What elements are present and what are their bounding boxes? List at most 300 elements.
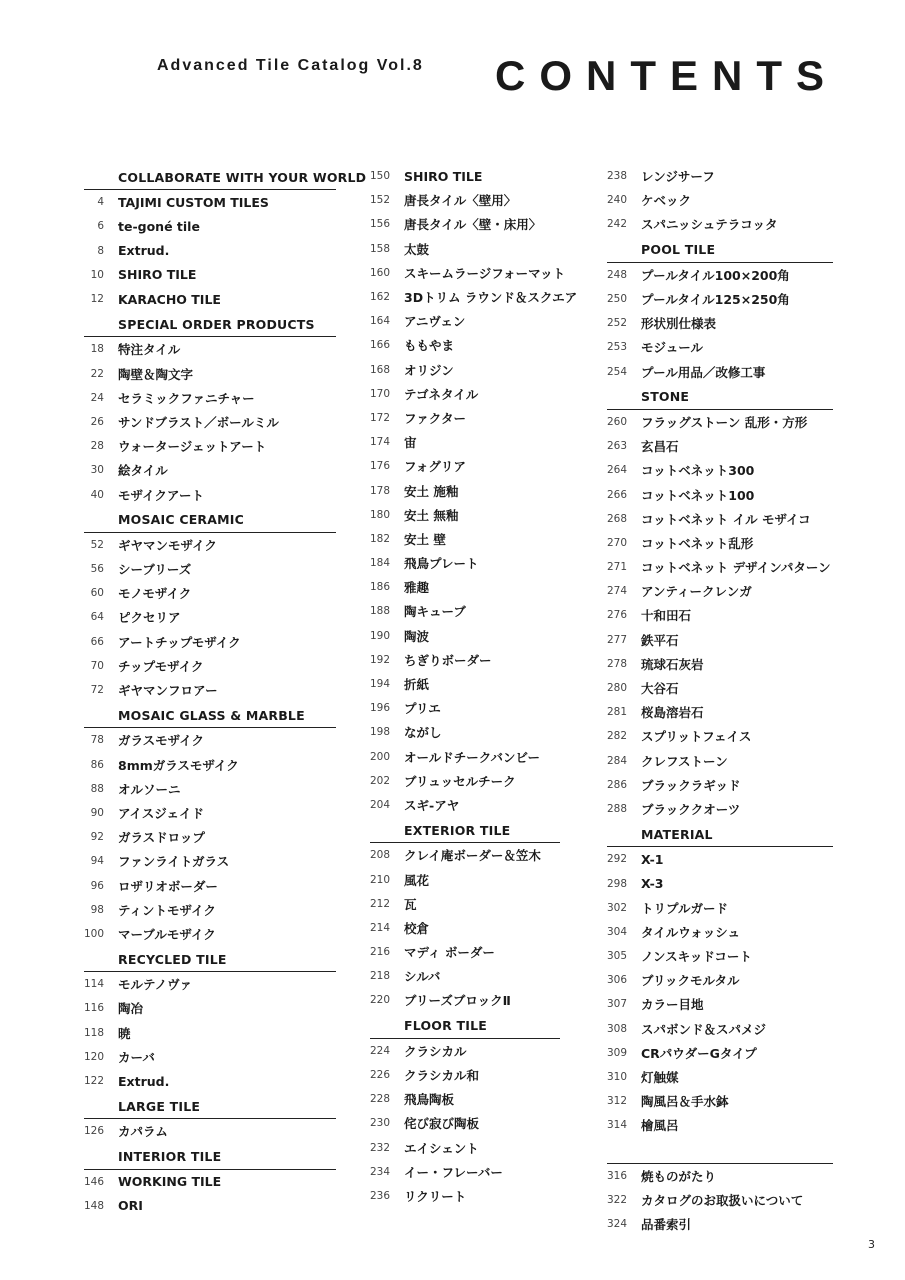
toc-page-number: 228 — [370, 1093, 391, 1106]
toc-entry[interactable] — [607, 773, 833, 797]
toc-page-number: 180 — [370, 508, 391, 521]
toc-entry[interactable] — [607, 1041, 833, 1065]
toc-page-number: 226 — [370, 1069, 391, 1082]
toc-page-number: 250 — [607, 293, 628, 306]
toc-page-number: 202 — [370, 774, 391, 787]
toc-entry[interactable] — [84, 777, 336, 801]
toc-entry[interactable] — [607, 287, 833, 311]
toc-entry[interactable] — [370, 696, 560, 720]
toc-entry-label: Extrud. — [118, 243, 170, 259]
toc-entry[interactable] — [370, 358, 560, 382]
toc-entry[interactable] — [370, 769, 560, 793]
toc-entry-label: 品番索引 — [641, 1217, 692, 1233]
toc-page-number: 312 — [607, 1095, 628, 1108]
toc-entry-label: アイスジェイド — [118, 805, 205, 821]
toc-page-number: 308 — [607, 1022, 628, 1035]
toc-entry-label: ロザリオボーダー — [118, 878, 218, 894]
toc-page-number: 176 — [370, 460, 391, 473]
page-number: 3 — [868, 1238, 875, 1251]
toc-page-number: 28 — [90, 440, 104, 453]
toc-entry-label: ながし — [404, 725, 442, 741]
toc-entry-label: ギヤマンフロアー — [118, 683, 218, 699]
toc-page-number: 60 — [90, 587, 104, 600]
toc-page-number: 281 — [607, 706, 628, 719]
toc-column-1 — [84, 164, 367, 1218]
toc-entry[interactable] — [607, 531, 833, 555]
toc-page-number: 66 — [90, 635, 104, 648]
toc-entry-label: クラシカル — [404, 1043, 467, 1059]
toc-entry[interactable] — [370, 212, 560, 236]
toc-page-number: 40 — [90, 488, 104, 501]
toc-entry[interactable] — [84, 922, 336, 946]
toc-entry-label: プールタイル100×200角 — [641, 267, 790, 283]
toc-entry-label: ティントモザイク — [118, 902, 216, 918]
toc-section-label: POOL TILE — [641, 242, 716, 258]
toc-page-number: 8 — [97, 244, 104, 257]
toc-entry[interactable] — [370, 964, 560, 988]
toc-entry[interactable] — [607, 458, 833, 482]
toc-entry[interactable] — [370, 1136, 560, 1160]
toc-page-number: 194 — [370, 678, 391, 691]
toc-page-number: 214 — [370, 921, 391, 934]
toc-section-heading — [84, 702, 336, 728]
header — [0, 0, 905, 120]
toc-entry[interactable] — [84, 849, 336, 873]
toc-entry[interactable] — [370, 1160, 560, 1184]
toc-section-label: MOSAIC GLASS & MARBLE — [118, 707, 305, 723]
toc-page-number: 88 — [90, 782, 104, 795]
toc-entry[interactable] — [370, 1184, 560, 1208]
toc-entry-label: ピクセリア — [118, 610, 181, 626]
toc-entry[interactable] — [607, 1065, 833, 1089]
toc-entry[interactable] — [84, 1045, 336, 1069]
toc-entry[interactable] — [607, 1017, 833, 1041]
toc-page-number: 174 — [370, 436, 391, 449]
toc-entry[interactable] — [607, 335, 833, 359]
toc-page-number: 220 — [370, 994, 391, 1007]
toc-entry-label: トリプルガード — [641, 900, 729, 916]
toc-entry[interactable] — [607, 896, 833, 920]
toc-entry-label: クレフストーン — [641, 753, 728, 769]
toc-entry[interactable] — [84, 678, 336, 702]
toc-page-number: 10 — [90, 268, 104, 281]
toc-entry[interactable] — [607, 188, 833, 212]
toc-entry-label: 宙 — [404, 435, 417, 451]
toc-entry-label: 飛鳥プレート — [404, 556, 479, 572]
toc-entry[interactable] — [607, 676, 833, 700]
toc-section-label: COLLABORATE WITH YOUR WORLD — [118, 169, 367, 185]
toc-page-number: 184 — [370, 557, 391, 570]
toc-entry[interactable] — [370, 793, 560, 817]
toc-entry[interactable] — [370, 1063, 560, 1087]
toc-entry-label: テゴネタイル — [404, 386, 479, 402]
toc-entry-label: 唐長タイル〈壁・床用〉 — [404, 217, 542, 233]
toc-entry-label: X-1 — [641, 851, 664, 867]
toc-entry-label: ガラスモザイク — [118, 733, 205, 749]
toc-page-number: 172 — [370, 411, 391, 424]
toc-entry[interactable] — [607, 434, 833, 458]
toc-page-number: 268 — [607, 512, 628, 525]
toc-page-number: 298 — [607, 877, 628, 890]
toc-page-number: 224 — [370, 1044, 391, 1057]
toc-entry[interactable] — [84, 753, 336, 777]
toc-entry[interactable] — [84, 482, 336, 506]
toc-entry-label: KARACHO TILE — [118, 291, 221, 307]
toc-section-label: LARGE TILE — [118, 1098, 201, 1114]
toc-page-number: 160 — [370, 266, 391, 279]
toc-entry[interactable] — [370, 988, 560, 1012]
toc-page-number: 190 — [370, 629, 391, 642]
toc-page-number: 314 — [607, 1119, 628, 1132]
toc-entry[interactable] — [84, 434, 336, 458]
toc-page-number: 264 — [607, 464, 628, 477]
toc-entry[interactable] — [84, 1021, 336, 1045]
toc-page-number: 198 — [370, 726, 391, 739]
toc-entry[interactable] — [84, 801, 336, 825]
toc-section-heading — [607, 384, 833, 410]
toc-page-number: 270 — [607, 536, 628, 549]
toc-entry[interactable] — [370, 551, 560, 575]
toc-entry-label: CRパウダーGタイプ — [641, 1045, 757, 1061]
toc-entry[interactable] — [370, 382, 560, 406]
toc-page-number: 252 — [607, 317, 628, 330]
toc-page-number: 230 — [370, 1117, 391, 1130]
toc-entry-label: スパボンド＆スパメジ — [641, 1021, 767, 1037]
toc-entry-label: 桜島溶岩石 — [641, 705, 704, 721]
toc-entry-label: 雅趣 — [404, 580, 430, 596]
toc-entry[interactable] — [370, 843, 560, 867]
toc-page-number: 286 — [607, 778, 628, 791]
toc-page-number: 242 — [607, 218, 628, 231]
toc-entry[interactable] — [607, 1164, 833, 1188]
toc-page-number: 86 — [90, 758, 104, 771]
toc-entry[interactable] — [370, 624, 560, 648]
toc-section-label: FLOOR TILE — [404, 1018, 487, 1034]
toc-entry[interactable] — [370, 648, 560, 672]
toc-entry-label: 太鼓 — [404, 241, 430, 257]
toc-entry-label: ケベック — [641, 193, 692, 209]
contents-title: CONTENTS — [495, 52, 838, 99]
toc-entry[interactable] — [84, 214, 336, 238]
toc-entry[interactable] — [84, 557, 336, 581]
toc-entry-label: イー・フレーバー — [404, 1164, 503, 1180]
toc-entry-label: クラシカル和 — [404, 1068, 480, 1084]
toc-page-number: 232 — [370, 1141, 391, 1154]
toc-entry[interactable] — [607, 1212, 833, 1236]
toc-entry-label: ガラスドロップ — [118, 830, 205, 846]
toc-entry[interactable] — [84, 287, 336, 311]
toc-page-number: 178 — [370, 484, 391, 497]
toc-entry-label: カタログのお取扱いについて — [641, 1192, 804, 1208]
toc-entry[interactable] — [370, 454, 560, 478]
toc-entry[interactable] — [607, 507, 833, 531]
toc-entry-label: コットベネット乱形 — [641, 535, 754, 551]
toc-entry-label: プールタイル125×250角 — [641, 292, 790, 308]
toc-entry[interactable] — [84, 728, 336, 752]
toc-entry[interactable] — [370, 478, 560, 502]
toc-entry-label: 檜風呂 — [641, 1118, 679, 1134]
toc-entry[interactable] — [84, 386, 336, 410]
toc-entry-label: コットベネット300 — [641, 463, 755, 479]
toc-entry[interactable] — [607, 1113, 833, 1137]
toc-page-number: 116 — [84, 1002, 105, 1015]
toc-entry[interactable] — [370, 672, 560, 696]
toc-entry[interactable] — [84, 263, 336, 287]
toc-page-number: 263 — [607, 440, 628, 453]
toc-entry-label: カラー目地 — [641, 997, 704, 1013]
toc-entry[interactable] — [370, 309, 560, 333]
toc-entry[interactable] — [607, 482, 833, 506]
toc-entry-label: ブリーズブロックⅡ — [404, 993, 511, 1009]
toc-entry-label: 灯触媒 — [641, 1070, 679, 1086]
toc-page-number: 94 — [90, 855, 104, 868]
toc-entry[interactable] — [370, 527, 560, 551]
toc-entry-label: 玄昌石 — [641, 439, 679, 455]
toc-entry[interactable] — [370, 867, 560, 891]
toc-page-number: 150 — [370, 170, 391, 183]
toc-entry-label: カパラム — [118, 1124, 168, 1140]
toc-entry[interactable] — [607, 410, 833, 434]
toc-entry[interactable] — [607, 652, 833, 676]
toc-page-number: 288 — [607, 802, 628, 815]
toc-entry[interactable] — [607, 700, 833, 724]
toc-page-number: 324 — [607, 1218, 628, 1231]
toc-page-number: 309 — [607, 1046, 628, 1059]
toc-page-number: 271 — [607, 561, 628, 574]
toc-entry[interactable] — [370, 164, 560, 188]
toc-page-number: 158 — [370, 242, 391, 255]
toc-entry[interactable] — [370, 430, 560, 454]
toc-section-label: INTERIOR TILE — [118, 1149, 222, 1165]
toc-entry-label: サンドブラスト／ボールミル — [118, 414, 279, 430]
toc-page-number: 200 — [370, 750, 391, 763]
toc-entry-label: ギヤマンモザイク — [118, 537, 217, 553]
toc-section-heading — [370, 817, 560, 843]
toc-entry[interactable] — [84, 605, 336, 629]
toc-entry[interactable] — [84, 190, 336, 214]
toc-entry[interactable] — [607, 360, 833, 384]
toc-entry-label: ちぎりボーダー — [404, 652, 492, 668]
toc-entry[interactable] — [370, 261, 566, 285]
toc-entry[interactable] — [370, 237, 560, 261]
toc-entry[interactable] — [370, 333, 560, 357]
toc-entry-label: 琉球石灰岩 — [641, 656, 704, 672]
toc-entry[interactable] — [607, 1188, 833, 1212]
toc-page-number: 122 — [84, 1075, 105, 1088]
toc-entry-label: エイシェント — [404, 1140, 479, 1156]
toc-page-number: 306 — [607, 974, 628, 987]
toc-page-number: 96 — [90, 879, 104, 892]
toc-entry-label: オリジン — [404, 362, 454, 378]
toc-entry[interactable] — [84, 458, 336, 482]
toc-section-label: STONE — [641, 389, 690, 405]
toc-entry[interactable] — [607, 212, 833, 236]
toc-entry[interactable] — [607, 263, 833, 287]
toc-entry-label: ファンライトガラス — [118, 854, 230, 870]
toc-page-number: 26 — [90, 415, 104, 428]
toc-entry[interactable] — [370, 720, 560, 744]
toc-section-label: RECYCLED TILE — [118, 951, 227, 967]
toc-entry-label: フラッグストーン 乱形・方形 — [641, 414, 808, 430]
toc-page-number: 92 — [90, 831, 104, 844]
toc-entry[interactable] — [84, 898, 336, 922]
toc-entry[interactable] — [370, 940, 560, 964]
toc-page-number: 24 — [90, 391, 104, 404]
toc-entry[interactable] — [84, 996, 336, 1020]
toc-page-number: 4 — [97, 196, 104, 209]
toc-page-number: 98 — [90, 903, 104, 916]
toc-entry[interactable] — [84, 1119, 336, 1143]
toc-entry-label: ファクター — [404, 410, 467, 426]
toc-page-number: 186 — [370, 581, 391, 594]
toc-entry[interactable] — [84, 1170, 336, 1194]
toc-page-number: 120 — [84, 1050, 105, 1063]
toc-entry[interactable] — [84, 825, 336, 849]
toc-page-number: 282 — [607, 730, 628, 743]
toc-page-number: 18 — [90, 343, 104, 356]
toc-entry-label: 3Dトリム ラウンド＆スクエア — [404, 290, 578, 306]
toc-entry-label: スプリットフェイス — [641, 729, 752, 745]
toc-entry-label: 陶キューブ — [404, 604, 466, 620]
toc-entry[interactable] — [84, 362, 336, 386]
toc-entry[interactable] — [370, 599, 560, 623]
toc-entry-label: 唐長タイル〈壁用〉 — [404, 193, 517, 209]
toc-section-label: MATERIAL — [641, 826, 713, 842]
toc-entry-label: 陶波 — [404, 628, 430, 644]
toc-entry-label: オルソーニ — [118, 781, 181, 797]
toc-page-number: 307 — [607, 998, 628, 1011]
toc-entry[interactable] — [84, 630, 336, 654]
toc-entry[interactable] — [370, 406, 560, 430]
toc-entry[interactable] — [607, 968, 833, 992]
toc-page-number: 280 — [607, 682, 628, 695]
toc-page-number: 305 — [607, 950, 628, 963]
toc-entry-label: ORI — [118, 1198, 143, 1214]
toc-entry[interactable] — [84, 410, 336, 434]
toc-entry[interactable] — [370, 1111, 560, 1135]
toc-entry-label: コットベネット デザインパターン — [641, 560, 831, 576]
toc-entry-label: コットベネット100 — [641, 487, 755, 503]
toc-entry[interactable] — [607, 871, 833, 895]
toc-page-number: 322 — [607, 1193, 628, 1206]
toc-entry[interactable] — [607, 579, 833, 603]
toc-entry-label: アンティークレンガ — [641, 584, 752, 600]
toc-entry[interactable] — [607, 797, 833, 821]
toc-entry-label: タイルウォッシュ — [641, 924, 741, 940]
toc-page-number: 6 — [97, 220, 104, 233]
toc-page-number: 162 — [370, 291, 391, 304]
toc-entry-label: 十和田石 — [641, 608, 692, 624]
toc-page-number: 302 — [607, 901, 628, 914]
toc-entry-label: 鉄平石 — [641, 632, 679, 648]
toc-entry-label: TAJIMI CUSTOM TILES — [118, 194, 269, 210]
toc-entry[interactable] — [84, 337, 336, 361]
toc-entry-label: アニヴェン — [404, 314, 466, 330]
toc-entry[interactable] — [370, 285, 578, 309]
toc-entry-label: モノモザイク — [118, 586, 192, 602]
toc-entry-label: 陶風呂＆手水鉢 — [641, 1094, 729, 1110]
toc-entry-label: ももやま — [404, 338, 455, 354]
toc-entry[interactable] — [84, 654, 336, 678]
toc-entry[interactable] — [370, 1087, 560, 1111]
toc-entry[interactable] — [84, 533, 336, 557]
toc-entry[interactable] — [370, 916, 560, 940]
toc-entry-label: シルバ — [404, 969, 441, 985]
toc-entry-label: スキームラージフォーマット — [404, 265, 566, 281]
toc-entry[interactable] — [84, 581, 336, 605]
toc-entry[interactable] — [607, 944, 833, 968]
toc-entry[interactable] — [84, 1194, 336, 1218]
toc-section-heading — [84, 311, 336, 337]
toc-page-number: 100 — [84, 927, 105, 940]
toc-page-number: 216 — [370, 946, 391, 959]
toc-entry-label: SHIRO TILE — [118, 267, 197, 283]
toc-entry-label: 侘び寂び陶板 — [404, 1116, 480, 1132]
toc-entry[interactable] — [607, 724, 833, 748]
toc-entry[interactable] — [370, 188, 560, 212]
toc-page-number: 240 — [607, 194, 628, 207]
toc-page-number: 248 — [607, 268, 628, 281]
toc-entry[interactable] — [84, 1069, 336, 1093]
toc-page-number: 278 — [607, 657, 628, 670]
toc-page-number: 166 — [370, 339, 391, 352]
toc-entry-label: 校倉 — [404, 920, 430, 936]
toc-column-3 — [607, 164, 833, 1236]
toc-entry-label: ブラックラギッド — [641, 777, 741, 793]
toc-entry[interactable] — [607, 628, 833, 652]
toc-entry[interactable] — [607, 847, 833, 871]
toc-entry-label: 風花 — [404, 872, 430, 888]
toc-page-number: 156 — [370, 218, 391, 231]
toc-entry[interactable] — [607, 164, 833, 188]
toc-entry[interactable] — [370, 1039, 560, 1063]
toc-entry[interactable] — [607, 920, 833, 944]
toc-entry[interactable] — [607, 311, 833, 335]
toc-entry[interactable] — [607, 1089, 833, 1113]
toc-entry[interactable] — [84, 873, 336, 897]
toc-entry[interactable] — [370, 892, 560, 916]
toc-entry[interactable] — [370, 575, 560, 599]
toc-entry[interactable] — [370, 745, 560, 769]
toc-page-number: 316 — [607, 1169, 628, 1182]
toc-page-number: 274 — [607, 585, 628, 598]
toc-entry-label: セラミックファニチャー — [118, 390, 255, 406]
toc-entry[interactable] — [607, 555, 833, 579]
toc-section-heading — [607, 821, 833, 847]
toc-page-number: 22 — [90, 367, 104, 380]
toc-page-number: 30 — [90, 464, 104, 477]
toc-page-number: 208 — [370, 849, 391, 862]
toc-page-number: 284 — [607, 754, 628, 767]
toc-page-number: 148 — [84, 1199, 105, 1212]
toc-entry-label: 絵タイル — [118, 463, 168, 479]
toc-entry[interactable] — [607, 603, 833, 627]
toc-entry-label: シーブリーズ — [118, 562, 192, 578]
toc-page-number: 52 — [90, 538, 104, 551]
toc-entry-label: マディ ボーダー — [404, 945, 495, 961]
toc-page-number: 146 — [84, 1175, 105, 1188]
toc-entry[interactable] — [84, 239, 336, 263]
toc-page-number: 90 — [90, 806, 104, 819]
toc-entry[interactable] — [84, 972, 336, 996]
toc-page-number: 188 — [370, 605, 391, 618]
toc-entry[interactable] — [607, 992, 833, 1016]
toc-page-number: 266 — [607, 488, 628, 501]
toc-section-label: SPECIAL ORDER PRODUCTS — [118, 316, 315, 332]
toc-page-number: 212 — [370, 897, 391, 910]
toc-entry[interactable] — [607, 749, 833, 773]
toc-entry[interactable] — [370, 503, 560, 527]
